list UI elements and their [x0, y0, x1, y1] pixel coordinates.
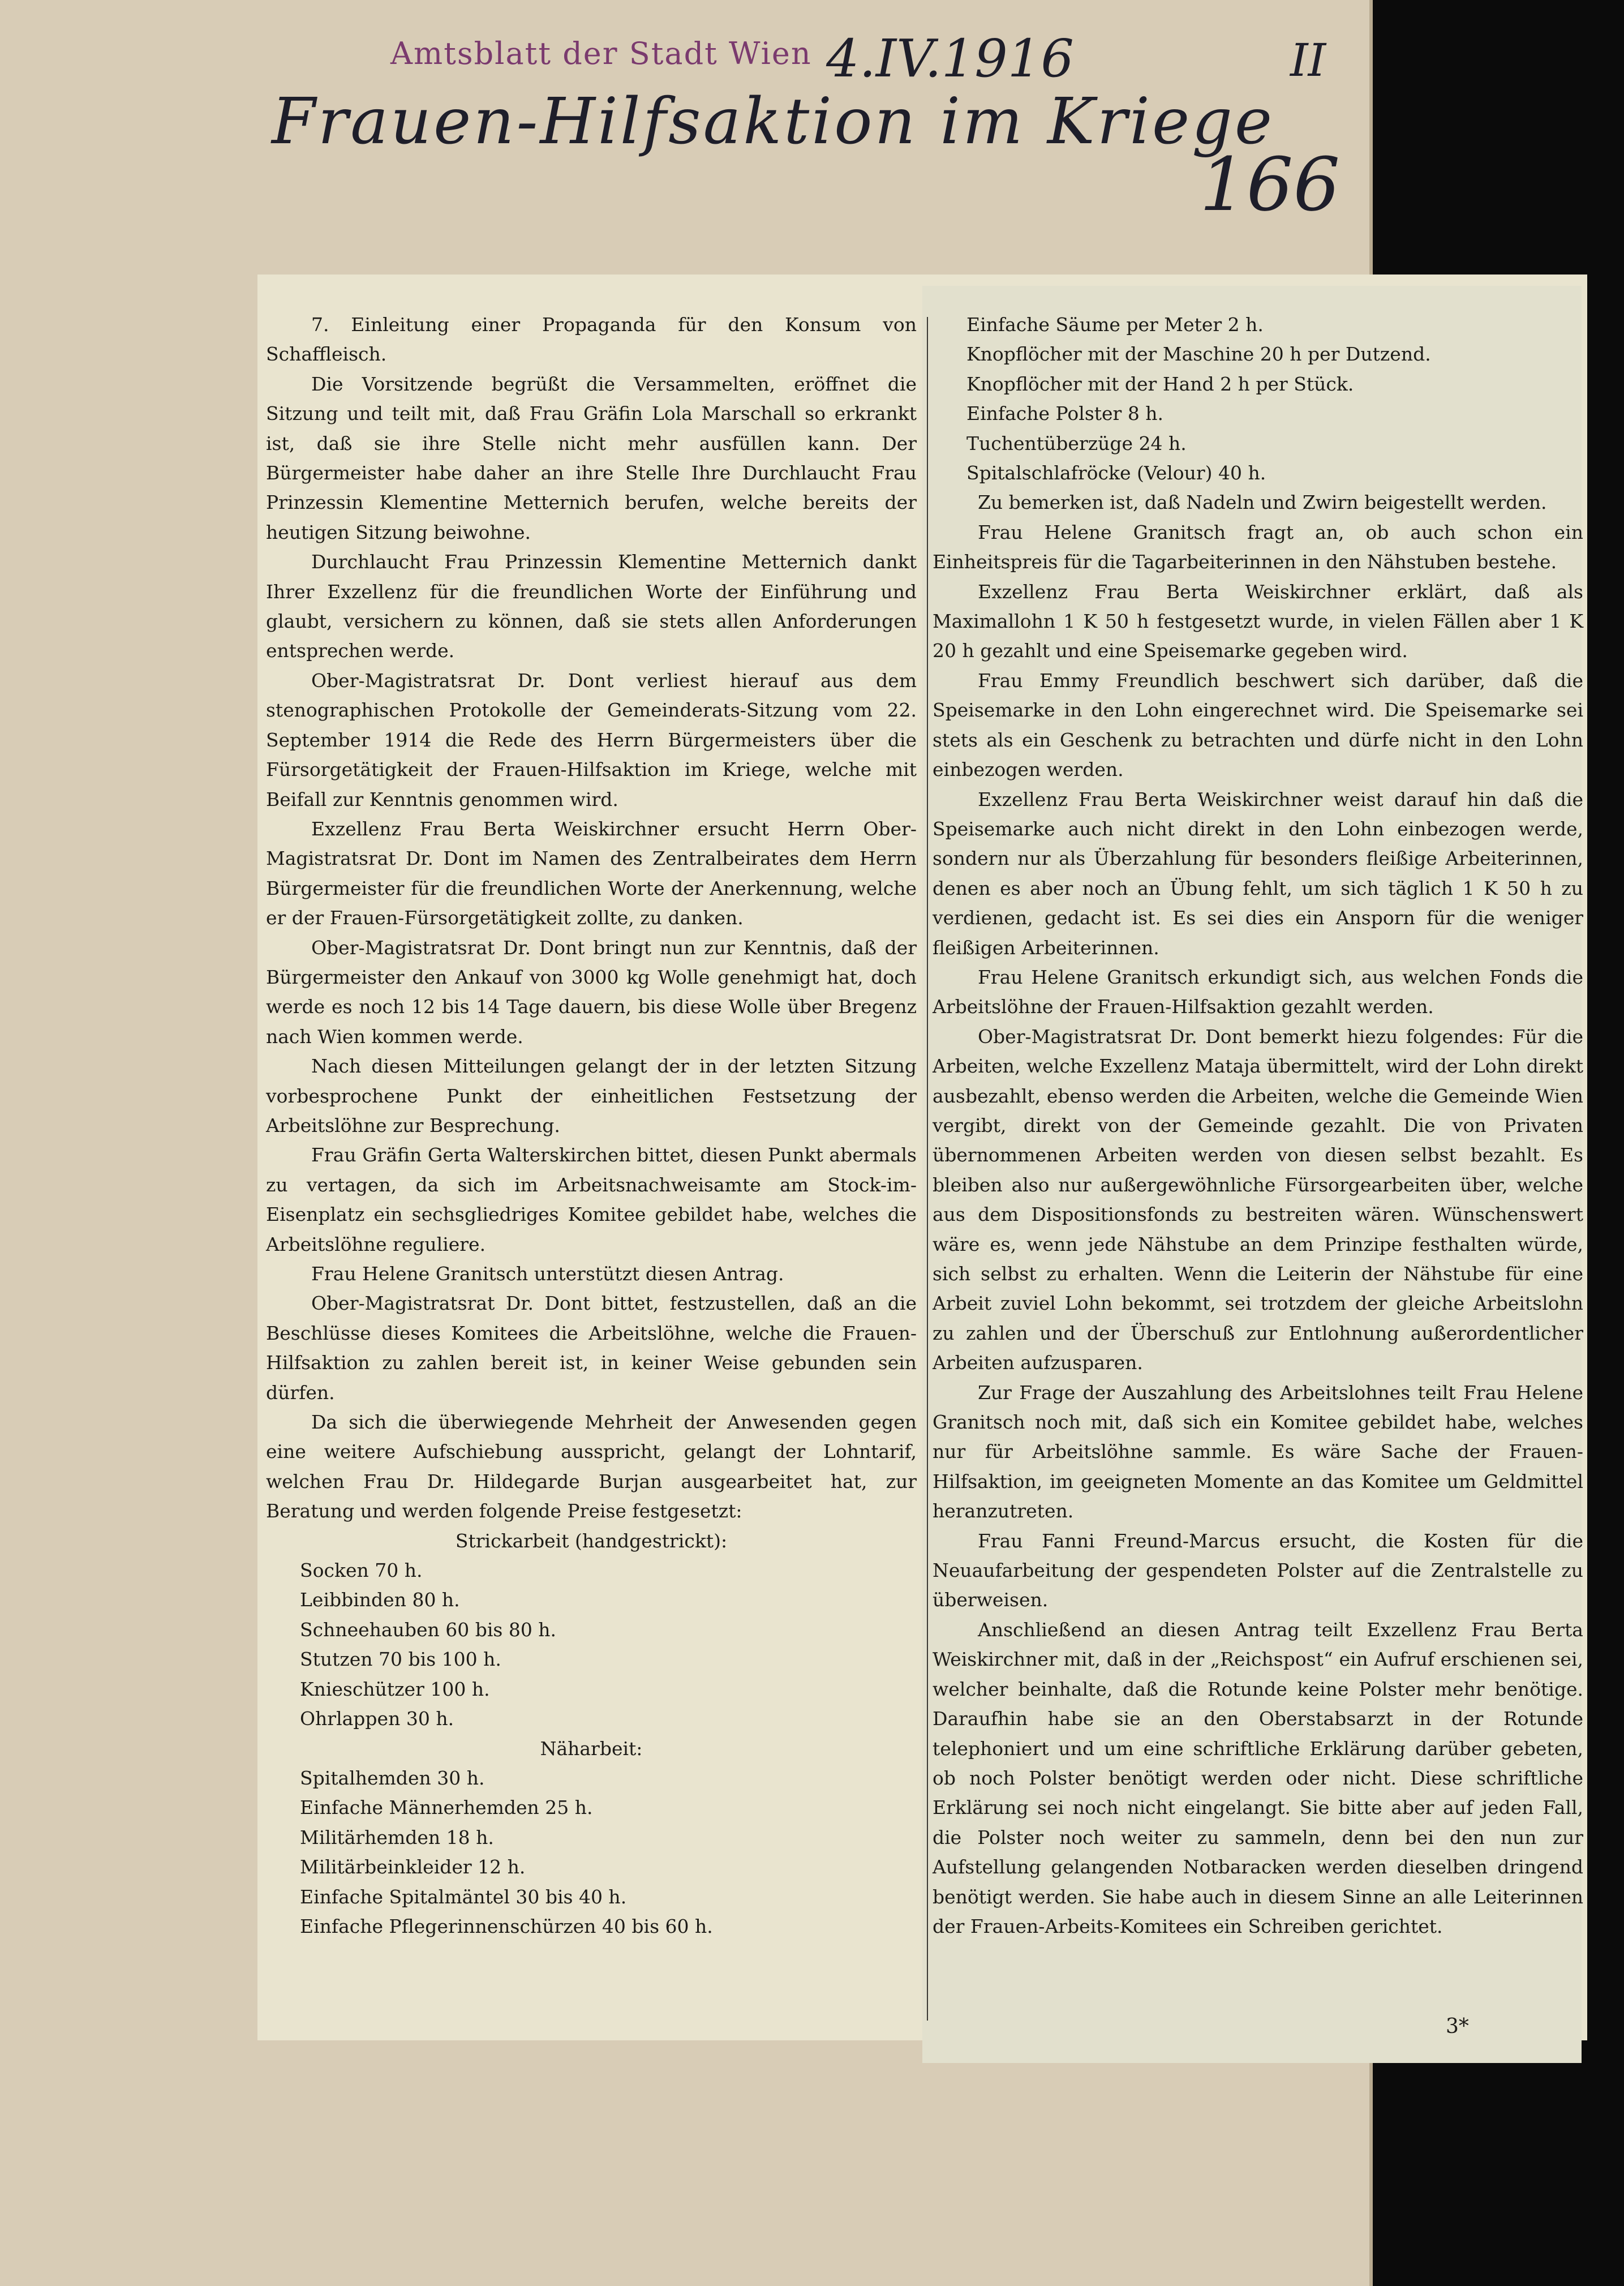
paragraph: Zu bemerken ist, daß Nadeln und Zwirn beigestellt werden. — [978, 491, 1547, 514]
column-divider — [927, 317, 928, 2021]
paragraph: Frau Emmy Freundlich beschwert sich darüber, daß die Speisemarke in den Lohn eingerechnet wird. Die Speisemarke sei stets als ein Geschenk zu betrachten und dürfe nicht in den Lohn einbezogen werden. — [933, 669, 1583, 781]
paragraph: Durchlaucht Frau Prinzessin Klementine Metternich dankt Ihrer Exzellenz für die freundlichen Worte der Einführung und glaubt, versichern zu können, daß sie stets allen Anforderungen entsprechen werde. — [266, 551, 917, 662]
price-item: Stutzen 70 bis 100 h. — [300, 1648, 501, 1671]
price-item: Spitalhemden 30 h. — [300, 1766, 485, 1789]
paragraph: Nach diesen Mitteilungen gelangt der in der letzten Sitzung vorbesprochene Punkt der einheitlichen Festsetzung der Arbeitslöhne zur Besprechung. — [266, 1055, 917, 1136]
paragraph: Ober-Magistratsrat Dr. Dont bemerkt hiezu folgendes: Für die Arbeiten, welche Exzellenz Mataja übermittelt, wird der Lohn direkt ausbezahlt, ebenso werden die Arbeiten, welche die Gemeinde Wien vergibt, direkt von der Gemeinde gezahlt. Die von Privaten übernommenen Arbeiten werden von diesen selbst bezahlt. Es bleiben also nur außergewöhnliche Fürsorgearbeiten über, welche aus dem Dispositionsfonds zu bestreiten wären. Wünschenswert wäre es, wenn jede Nähstube an dem Prinzipe festhalten würde, sich selbst zu erhalten. Wenn die Leiterin der Nähstube für eine Arbeit zuviel Lohn bekommt, sei trotzdem der gleiche Arbeitslohn zu zahlen und der Überschuß zur Entlohnung außerordentlicher Arbeiten aufzusparen. — [933, 1025, 1583, 1374]
paragraph: Zur Frage der Auszahlung des Arbeitslohnes teilt Frau Helene Granitsch noch mit, daß sich ein Komitee gebildet habe, welches nur für Arbeitslöhne sammle. Es wäre Sache der Frauen-Hilfsaktion, im geeigneten Momente an das Komitee um Geldmittel heranzutreten. — [933, 1381, 1583, 1522]
price-item: Knieschützer 100 h. — [300, 1678, 490, 1700]
section-heading: Strickarbeit (handgestrickt): — [455, 1529, 728, 1552]
price-item: Einfache Polster 8 h. — [966, 402, 1164, 425]
paragraph: Ober-Magistratsrat Dr. Dont verliest hierauf aus dem stenographischen Protokolle der Gemeinderats-Sitzung vom 22. September 1914 die Rede des Herrn Bürgermeisters über die Fürsorgetätigkeit der Frauen-Hilfsaktion im Kriege, welche mit Beifall zur Kenntnis genommen wird. — [266, 669, 917, 810]
paragraph: Ober-Magistratsrat Dr. Dont bittet, festzustellen, daß an die Beschlüsse dieses Komitees die Arbeitslöhne, welche die Frauen-Hilfsaktion zu zahlen bereit ist, in keiner Weise gebunden sein dürfen. — [266, 1292, 917, 1404]
paragraph: Die Vorsitzende begrüßt die Versammelten, eröffnet die Sitzung und teilt mit, daß Frau Gräfin Lola Marschall so erkrankt ist, daß sie ihre Stelle nicht mehr ausfüllen kann. Der Bürgermeister habe daher an ihre Stelle Ihre Durchlaucht Frau Prinzessin Klementine Metternich berufen, welche bereits der heutigen Sitzung beiwohne. — [266, 372, 917, 543]
price-item: Militärbeinkleider 12 h. — [300, 1856, 526, 1878]
paragraph: Ober-Magistratsrat Dr. Dont bringt nun zur Kenntnis, daß der Bürgermeister den Ankauf von 3000 kg Wolle genehmigt hat, doch werde es noch 12 bis 14 Tage dauern, bis diese Wolle über Bregenz nach Wien kommen werde. — [266, 936, 917, 1048]
folio-number: 166 — [1200, 141, 1341, 228]
paragraph: Exzellenz Frau Berta Weiskirchner weist darauf hin daß die Speisemarke auch nicht direkt in den Lohn einbezogen werde, sondern nur als Überzahlung für besonders fleißige Arbeiterinnen, denen es aber noch an Übung fehlt, um sich täglich 1 K 50 h zu verdienen, gedacht ist. Es sei dies ein Ansporn für die weniger fleißigen Arbeiterinnen. — [933, 788, 1583, 959]
price-item: Knopflöcher mit der Hand 2 h per Stück. — [966, 372, 1354, 395]
price-item: Knopflöcher mit der Maschine 20 h per Dutzend. — [966, 343, 1431, 366]
handwritten-date: 4.IV.1916 — [826, 28, 1074, 89]
price-item: Einfache Pflegerinnenschürzen 40 bis 60 h. — [300, 1915, 713, 1937]
price-item: Socken 70 h. — [300, 1559, 423, 1582]
paragraph: Anschließend an diesen Antrag teilt Exzellenz Frau Berta Weiskirchner mit, daß in der „Reichspost“ ein Aufruf erschienen sei, welcher beinhalte, daß die Rotunde keine Polster mehr benötige. Daraufhin habe sie an den Oberstabsarzt in der Rotunde telephoniert und um eine schriftliche Erklärung darüber gebeten, ob noch Polster benötigt werden oder nicht. Diese schriftliche Erklärung sei noch nicht eingelangt. Sie bitte aber auf jeden Fall, die Polster noch weiter zu sammeln, denn bei den nun zur Aufstellung gelangenden Notbaracken werden dieselben dringend benötigt werden. Sie habe auch in diesem Sinne an alle Leiterinnen der Frauen-Arbeits-Komitees ein Schreiben gerichtet. — [933, 1618, 1583, 1937]
right-text-column — [933, 310, 1583, 1941]
page-mark: 3* — [1446, 2015, 1469, 2038]
price-item: Ohrlappen 30 h. — [300, 1708, 454, 1730]
left-text-column — [266, 310, 917, 1941]
paragraph: Frau Helene Granitsch fragt an, ob auch schon ein Einheitspreis für die Tagarbeiterinnen in den Nähstuben bestehe. — [933, 521, 1583, 573]
paragraph: Frau Helene Granitsch erkundigt sich, aus welchen Fonds die Arbeitslöhne der Frauen-Hilfsaktion gezahlt werden. — [933, 966, 1583, 1018]
paragraph: Exzellenz Frau Berta Weiskirchner ersucht Herrn Ober-Magistratsrat Dr. Dont im Namen des Zentralbeirates dem Herrn Bürgermeister für die freundlichen Worte der Anerkennung, welche er der Frauen-Fürsorgetätigkeit zollte, zu danken. — [266, 817, 917, 929]
section-heading: Näharbeit: — [540, 1737, 643, 1760]
price-item: Tuchentüberzüge 24 h. — [966, 432, 1187, 454]
price-item: Einfache Spitalmäntel 30 bis 40 h. — [300, 1885, 627, 1908]
paragraph: 7. Einleitung einer Propaganda für den Konsum von Schaffleisch. — [266, 314, 917, 366]
paragraph: Da sich die überwiegende Mehrheit der Anwesenden gegen eine weitere Aufschiebung ausspricht, gelangt der Lohntarif, welchen Frau Dr. Hildegarde Burjan ausgearbeitet hat, zur Beratung und werden folgende Preise festgesetzt: — [266, 1411, 917, 1522]
handwritten-title: Frauen-Hilfsaktion im Kriege — [272, 85, 1275, 158]
newspaper-stamp: Amtsblatt der Stadt Wien — [390, 36, 812, 71]
price-item: Schneehauben 60 bis 80 h. — [300, 1618, 557, 1641]
price-item: Einfache Säume per Meter 2 h. — [966, 314, 1264, 336]
price-item: Militärhemden 18 h. — [300, 1826, 494, 1848]
price-item: Leibbinden 80 h. — [300, 1589, 460, 1611]
price-item: Spitalschlafröcke (Velour) 40 h. — [966, 462, 1266, 484]
paragraph: Frau Helene Granitsch unterstützt diesen Antrag. — [311, 1263, 784, 1285]
paragraph: Exzellenz Frau Berta Weiskirchner erklärt, daß als Maximallohn 1 K 50 h festgesetzt wurde, in vielen Fällen aber 1 K 20 h gezahlt und eine Speisemarke gegeben wird. — [933, 580, 1583, 662]
handwritten-roman-numeral: II — [1290, 34, 1326, 87]
paragraph: Frau Fanni Freund-Marcus ersucht, die Kosten für die Neuaufarbeitung der gespendeten Polster auf die Zentralstelle zu überweisen. — [933, 1529, 1583, 1611]
price-item: Einfache Männerhemden 25 h. — [300, 1796, 593, 1819]
paragraph: Frau Gräfin Gerta Walterskirchen bittet, diesen Punkt abermals zu vertagen, da sich im Arbeitsnachweisamte am Stock-im-Eisenplatz ein sechsgliedriges Komitee gebildet habe, welches die Arbeitslöhne reguliere. — [266, 1144, 917, 1255]
